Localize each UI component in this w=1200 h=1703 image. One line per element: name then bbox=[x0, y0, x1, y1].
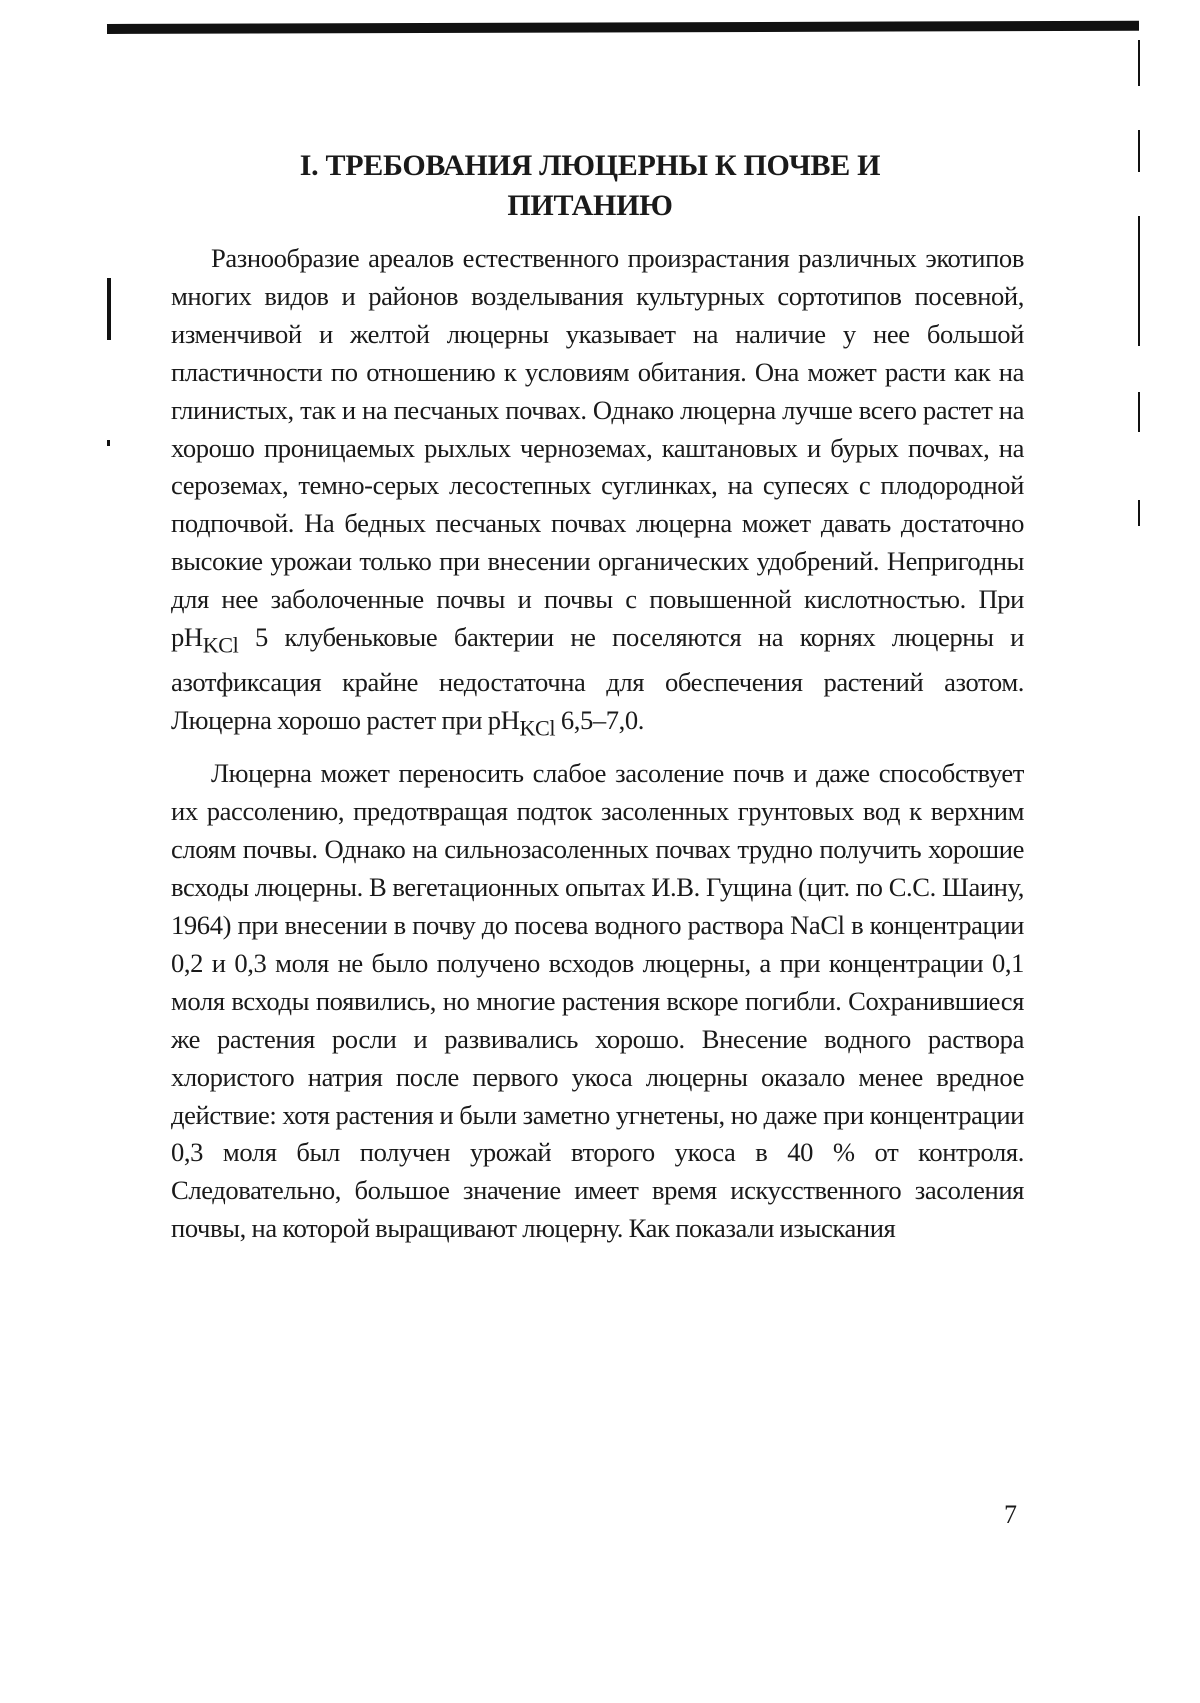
section-title-line: I. ТРЕБОВАНИЯ ЛЮЦЕРНЫ К ПОЧВЕ И bbox=[299, 149, 881, 182]
subscript-kcl: KCl bbox=[519, 715, 556, 741]
paragraph: Разнообразие ареалов естественного произрастания различных экотипов многих видов и районов возделывания культурных сортотипов посевной, изменчивой и желтой люцерны указывает на наличие у нее большой пластичности по отношению к условиям обитания. Она может расти как на глинистых, так и на песчаных почвах. Однако люцерна лучше всего растет на хорошо проницаемых рыхлых черноземах, каштановых и бурых почвах, на сероземах, темно-серых лесостепных суглинках, на супесях с плодородной подпочвой. На бедных песчаных почвах люцерна может давать достаточно высокие урожаи только при внесении органических удобрений. Непригодны для нее заболоченные почвы и почвы с повышенной кислотностью. При $pH_{KCl}$ 5 клубеньковые бактерии не поселяются на корнях люцерны и азотфиксация крайне недостаточна для обеспечения растений азотом. Люцерна хорошо растет при $pH_{KCl}$ 6,5–7,0. bbox=[171, 243, 1024, 741]
subscript-kcl: KCl bbox=[202, 632, 239, 658]
paragraph: Люцерна может переносить слабое засоление почв и даже способствует их рассолению, предотвращая подток засоленных грунтовых вод к верхним слоям почвы. Однако на сильнозасоленных почвах трудно получить хорошие всходы люцерны. В вегетационных опытах И.В. Гущина (цит. по С.С. Шаину, 1964) при внесении в почву до посева водного раствора NaCl в концентрации 0,2 и 0,3 моля не было получено всходов люцерны, а при концентрации 0,1 моля всходы появились, но многие растения вскоре погибли. Сохранившиеся же растения росли и развивались хорошо. Внесение водного раствора хлористого натрия после первого укоса люцерны оказало менее вредное действие: хотя растения и были заметно угнетены, но даже при концентрации 0,3 моля был получен урожай второго укоса в 40 % от контроля. Следовательно, большое значение имеет время искусственного засоления почвы, на которой выращивают люцерну. Как показали изыскания bbox=[171, 758, 1024, 1244]
scan-mark-right bbox=[1138, 392, 1140, 432]
scan-mark-right bbox=[1138, 130, 1140, 172]
top-border-rule bbox=[107, 21, 1139, 34]
scan-mark-right bbox=[1138, 500, 1140, 526]
scan-mark-dot bbox=[107, 440, 110, 446]
body-text bbox=[171, 240, 1024, 1248]
scan-mark-right bbox=[1138, 40, 1140, 86]
section-title bbox=[160, 146, 1020, 226]
scan-mark-left bbox=[107, 278, 111, 340]
page-number: 7 bbox=[1004, 1500, 1017, 1529]
section-title-line: ПИТАНИЮ bbox=[507, 189, 673, 222]
scan-mark-right bbox=[1138, 216, 1140, 346]
